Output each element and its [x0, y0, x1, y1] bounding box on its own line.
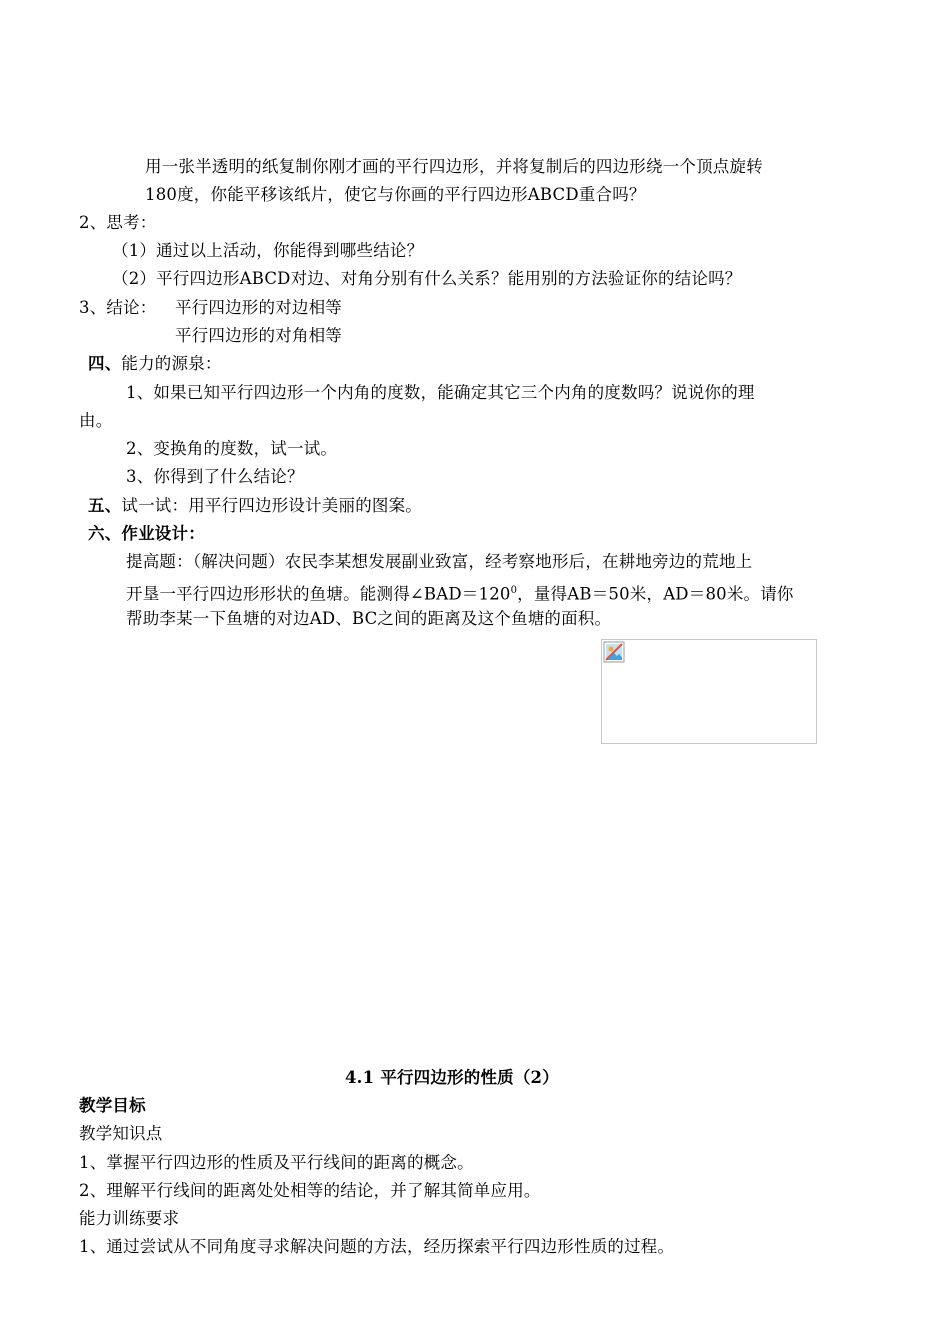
knowledge-point-2: 2、理解平行线间的距离处处相等的结论，并了解其简单应用。	[79, 1181, 541, 1200]
section-4-number: 四、	[88, 354, 122, 373]
section-5-text: 试一试：用平行四边形设计美丽的图案。	[121, 496, 423, 515]
section-4-item-3: 3、你得到了什么结论？	[126, 467, 304, 486]
section-6-heading: 六、作业设计：	[88, 524, 205, 543]
think-question-1: （1）通过以上活动，你能得到哪些结论？	[112, 241, 424, 260]
teaching-goals-heading: 教学目标	[79, 1096, 146, 1115]
homework-line1: 提高题：（解决问题）农民李某想发展副业致富，经考察地形后，在耕地旁边的荒地上	[126, 552, 753, 571]
image-placeholder	[601, 639, 817, 744]
section-4-item-1-line1: 1、如果已知平行四边形一个内角的度数，能确定其它三个内角的度数吗？说说你的理	[126, 383, 755, 402]
homework-line2	[126, 579, 794, 607]
knowledge-points-heading: 教学知识点	[79, 1124, 163, 1143]
section-4-item-1-line2: 由。	[79, 411, 113, 430]
homework-line2-part2: ，量得AB＝50米，AD＝80米。请你	[517, 584, 794, 604]
knowledge-point-1: 1、掌握平行四边形的性质及平行线间的距离的概念。	[79, 1153, 474, 1172]
broken-image-icon	[603, 641, 625, 663]
section-4-title: 能力的源泉：	[121, 354, 222, 373]
degree-superscript: 0	[510, 585, 518, 596]
section-5-number: 五、	[88, 496, 122, 515]
conclusion-label: 3、结论：	[79, 298, 157, 317]
conclusion-2: 平行四边形的对角相等	[175, 326, 342, 345]
think-heading: 2、思考：	[79, 213, 157, 232]
think-question-2: （2）平行四边形ABCD对边、对角分别有什么关系？能用别的方法验证你的结论吗？	[112, 269, 742, 288]
lesson-heading: 4.1 平行四边形的性质（2）	[345, 1068, 559, 1087]
activity-text-line1: 用一张半透明的纸复制你刚才画的平行四边形，并将复制后的四边形绕一个顶点旋转	[145, 157, 763, 176]
conclusion-1: 平行四边形的对边相等	[175, 298, 342, 317]
homework-line2-part1: 开垦一平行四边形形状的鱼塘。能测得∠BAD＝120	[126, 584, 511, 604]
section-5-heading	[88, 494, 422, 518]
section-4-item-2: 2、变换角的度数，试一试。	[126, 439, 338, 458]
section-4-heading	[88, 352, 222, 376]
ability-requirements-heading: 能力训练要求	[79, 1209, 180, 1228]
homework-line3: 帮助李某一下鱼塘的对边AD、BC之间的距离及这个鱼塘的面积。	[126, 609, 612, 628]
ability-requirement-1: 1、通过尝试从不同角度寻求解决问题的方法，经历探索平行四边形性质的过程。	[79, 1237, 675, 1256]
activity-text-line2: 180度，你能平移该纸片，使它与你画的平行四边形ABCD重合吗？	[145, 185, 646, 204]
